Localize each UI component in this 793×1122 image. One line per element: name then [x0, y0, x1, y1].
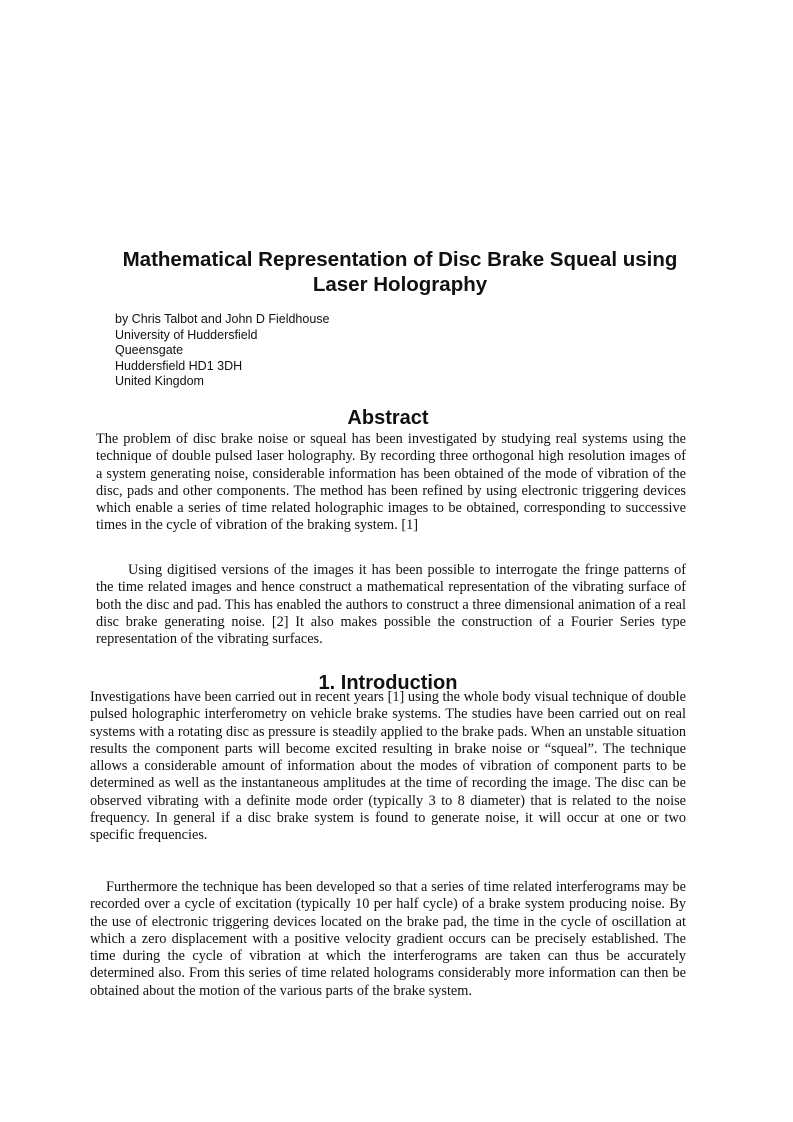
abstract-heading: Abstract: [347, 407, 429, 429]
author-country: United Kingdom: [115, 374, 204, 388]
introduction-heading: 1. Introduction: [318, 672, 458, 694]
introduction-paragraph: Investigations have been carried out in recent years [1] using the whole body visual technique of double pulsed holographic interferometry on vehicle brake systems. The studies have been carried out on real systems with a rotating disc as pressure is steadily applied to the brake pads. When an unstable situation results the component parts will become excited resulting in brake noise or “squeal”. The technique allows a considerable amount of information about the modes of vibration of component parts to be determined as well as the instantaneous amplitudes at the time of recording the image. The disc can be observed vibrating with a definite mode order (typically 3 to 8 diameter) that is related to the noise frequency. In general if a disc brake system is found to generate noise, it will occur at one or two specific frequencies.: [90, 689, 686, 844]
introduction-paragraph: Furthermore the technique has been developed so that a series of time related interferograms may be recorded over a cycle of excitation (typically 10 per half cycle) of a brake system producing noise. By the use of electronic triggering devices located on the brake pad, the time in the cycle of oscillation at which a zero displacement with a positive velocity gradient occurs can be precisely established. The time during the cycle of vibration at which the interferograms are taken can thus be accurately determined also. From this series of time related holograms considerably more information can then be obtained about the motion of the various parts of the brake system.: [90, 879, 686, 999]
author-block: [115, 312, 329, 390]
author-address-line: Huddersfield HD1 3DH: [115, 358, 243, 373]
abstract-paragraph: Using digitised versions of the images it has been possible to interrogate the fringe patterns of the time related images and hence construct a mathematical representation of the vibrating surface of both the disc and pad. This has enabled the authors to construct a three dimensional animation of a real disc brake generating noise. [2] It also makes possible the construction of a Fourier Series type representation of the vibrating surfaces.: [96, 562, 686, 648]
abstract-paragraph: The problem of disc brake noise or squeal has been investigated by studying real systems using the technique of double pulsed laser holography. By recording three orthogonal high resolution images of a system generating noise, considerable information has been obtained of the mode of vibration of the disc, pads and other components. The method has been refined by using electronic triggering devices which enable a series of time related holographic images to be obtained, corresponding to successive times in the cycle of vibration of the braking system. [1]: [96, 431, 686, 534]
paper-title: Mathematical Representation of Disc Brake Squeal using Laser Holography: [122, 248, 678, 296]
author-address-line: Queensgate: [115, 343, 184, 357]
author-names: by Chris Talbot and John D Fieldhouse: [115, 312, 330, 326]
author-institution: University of Huddersfield: [115, 327, 258, 342]
